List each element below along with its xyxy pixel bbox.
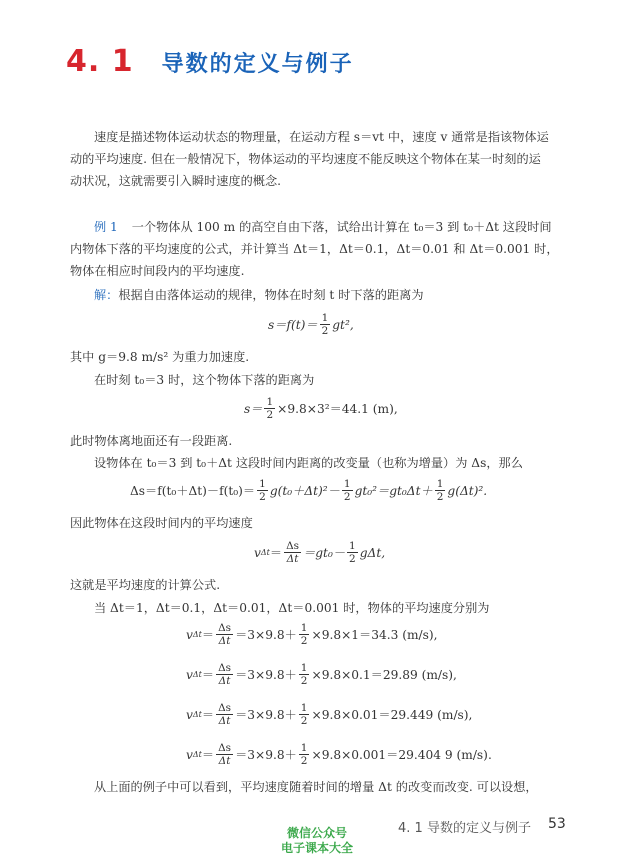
r1-fraction-ds bbox=[216, 622, 233, 647]
eq4-ds: Δs bbox=[286, 540, 300, 552]
r4-post: ×9.8×0.001＝29.404 9 (m/s). bbox=[311, 748, 492, 762]
r4-eq: ＝ bbox=[201, 748, 215, 762]
r4-h-num: 1 bbox=[300, 742, 308, 754]
formula-line: 这就是平均速度的计算公式. bbox=[70, 578, 221, 592]
t0-line: 在时刻 t₀＝3 时，这个物体下落的距离为 bbox=[94, 373, 315, 387]
distance-line: 此时物体离地面还有一段距离. bbox=[70, 434, 233, 448]
watermark bbox=[262, 826, 372, 856]
eq4-h-num: 1 bbox=[349, 540, 356, 552]
r1-eq: ＝ bbox=[201, 628, 215, 642]
r2-dt: Δt bbox=[218, 675, 231, 687]
eq4-equals: ＝ bbox=[269, 546, 283, 560]
eq4-right: gΔt, bbox=[359, 545, 386, 560]
r2-pre: ＝3×9.8＋ bbox=[235, 668, 297, 682]
r2-v: v bbox=[186, 667, 193, 682]
r4-h-den: 2 bbox=[300, 755, 308, 767]
example-label: 例 1 bbox=[94, 220, 118, 234]
eq3-part-b: g(t₀＋Δt)²－ bbox=[269, 484, 340, 498]
r1-post: ×9.8×1＝34.3 (m/s), bbox=[311, 628, 438, 642]
equation-4 bbox=[254, 540, 385, 565]
r2-sub: Δt bbox=[192, 670, 202, 679]
section-title: 导数的定义与例子 bbox=[161, 52, 354, 77]
r2-post: ×9.8×0.1＝29.89 (m/s), bbox=[311, 668, 457, 682]
closing-line: 从上面的例子中可以看到，平均速度随着时间的增量 Δt 的改变而改变. 可以设想， bbox=[94, 780, 538, 794]
eq4-h-den: 2 bbox=[349, 553, 356, 565]
r2-fraction-ds bbox=[216, 662, 233, 687]
example-line-2: 内物体下落的平均速度的公式，并计算当 Δt＝1，Δt＝0.1，Δt＝0.01 和 Δt＝0.001 时， bbox=[70, 242, 559, 256]
r4-pre: ＝3×9.8＋ bbox=[235, 748, 297, 762]
r1-fraction-half bbox=[299, 622, 310, 647]
r3-h-den: 2 bbox=[300, 715, 308, 727]
average-speed-line: 因此物体在这段时间内的平均速度 bbox=[70, 516, 253, 530]
result-equation-2 bbox=[186, 662, 457, 687]
r3-fraction-ds bbox=[216, 702, 233, 727]
eq1-right: gt², bbox=[332, 317, 354, 332]
eq4-fraction-ds bbox=[284, 540, 301, 565]
equation-2 bbox=[244, 396, 398, 421]
eq3-f2-num: 1 bbox=[343, 478, 351, 490]
r1-v: v bbox=[186, 627, 193, 642]
solution-text-1: 根据自由落体运动的规律，物体在时刻 t 时下落的距离为 bbox=[118, 288, 424, 302]
r3-post: ×9.8×0.01＝29.449 (m/s), bbox=[311, 708, 473, 722]
section-number: 4. 1 bbox=[66, 44, 134, 79]
eq2-left: s＝ bbox=[244, 402, 263, 416]
result-equation-4 bbox=[186, 742, 492, 767]
equation-3 bbox=[130, 478, 487, 503]
r3-sub: Δt bbox=[192, 710, 202, 719]
eq4-v: v bbox=[254, 545, 261, 560]
r2-h-den: 2 bbox=[300, 675, 308, 687]
eq3-fraction-3 bbox=[435, 478, 446, 503]
eq1-left: s＝f(t)＝ bbox=[268, 318, 318, 332]
r3-dt: Δt bbox=[218, 715, 231, 727]
eq4-dt: Δt bbox=[286, 553, 299, 565]
r1-h-num: 1 bbox=[300, 622, 308, 634]
eq1-den: 2 bbox=[321, 325, 329, 337]
delta-line: 设物体在 t₀＝3 到 t₀＋Δt 这段时间内距离的改变量（也称为增量）为 Δs，那么 bbox=[94, 456, 523, 470]
r4-fraction-ds bbox=[216, 742, 233, 767]
r4-ds: Δs bbox=[218, 742, 232, 754]
eq3-part-d: g(Δt)². bbox=[447, 483, 488, 498]
eq3-f1-num: 1 bbox=[259, 478, 266, 490]
result-equation-3 bbox=[186, 702, 472, 727]
r3-v: v bbox=[186, 707, 193, 722]
r1-pre: ＝3×9.8＋ bbox=[235, 628, 297, 642]
eq3-f3-num: 1 bbox=[436, 478, 444, 490]
eq1-num: 1 bbox=[321, 312, 329, 324]
r2-h-num: 1 bbox=[300, 662, 308, 674]
watermark-line-2: 电子课本大全 bbox=[280, 841, 353, 855]
r2-fraction-half bbox=[299, 662, 310, 687]
r4-v: v bbox=[186, 747, 193, 762]
r3-eq: ＝ bbox=[201, 708, 215, 722]
r4-dt: Δt bbox=[218, 755, 231, 767]
r3-h-num: 1 bbox=[300, 702, 308, 714]
r2-ds: Δs bbox=[218, 662, 232, 674]
r4-fraction-half bbox=[299, 742, 310, 767]
eq3-f3-den: 2 bbox=[436, 491, 444, 503]
intro-line-1: 速度是描述物体运动状态的物理量，在运动方程 s＝vt 中，速度 v 通常是指该物体运 bbox=[94, 130, 549, 144]
r1-ds: Δs bbox=[218, 622, 232, 634]
eq4-sub: Δt bbox=[260, 548, 270, 557]
r4-sub: Δt bbox=[192, 750, 202, 759]
equation-1 bbox=[268, 312, 354, 337]
g-definition-line: 其中 g＝9.8 m/s² 为重力加速度. bbox=[70, 350, 250, 364]
eq4-mid: ＝gt₀－ bbox=[303, 546, 346, 560]
eq1-fraction bbox=[320, 312, 331, 337]
r3-ds: Δs bbox=[218, 702, 232, 714]
example-line-1 bbox=[94, 216, 552, 238]
eq2-fraction bbox=[264, 396, 275, 421]
r1-sub: Δt bbox=[192, 630, 202, 639]
eq3-f2-den: 2 bbox=[343, 491, 351, 503]
solution-label: 解： bbox=[94, 288, 119, 302]
eq3-part-a: Δs＝f(t₀＋Δt)－f(t₀)＝ bbox=[130, 484, 256, 498]
r3-fraction-half bbox=[299, 702, 310, 727]
eq2-num: 1 bbox=[266, 396, 274, 408]
result-equation-1 bbox=[186, 622, 438, 647]
solution-line-1 bbox=[94, 284, 424, 306]
eq4-fraction-half bbox=[347, 540, 358, 565]
section-heading bbox=[66, 44, 354, 79]
r1-dt: Δt bbox=[218, 635, 231, 647]
example-line-3: 物体在相应时间段内的平均速度. bbox=[70, 264, 245, 278]
eq3-fraction-1 bbox=[257, 478, 268, 503]
watermark-line-1: 微信公众号 bbox=[286, 826, 347, 840]
page-number: 53 bbox=[548, 816, 566, 832]
footer-section-ref: 4. 1 导数的定义与例子 bbox=[398, 821, 531, 836]
example-text-1: 一个物体从 100 m 的高空自由下落，试给出计算在 t₀＝3 到 t₀＋Δt 这段时间 bbox=[131, 220, 552, 234]
eq3-part-c: gt₀²＝gt₀Δt＋ bbox=[354, 484, 433, 498]
eq3-fraction-2 bbox=[342, 478, 353, 503]
values-line: 当 Δt＝1，Δt＝0.1，Δt＝0.01，Δt＝0.001 时，物体的平均速度分别为 bbox=[94, 601, 490, 615]
intro-line-2: 动的平均速度. 但在一般情况下，物体运动的平均速度不能反映这个物体在某一时刻的运 bbox=[70, 152, 541, 166]
intro-line-3: 动状况，这就需要引入瞬时速度的概念. bbox=[70, 174, 282, 188]
r3-pre: ＝3×9.8＋ bbox=[235, 708, 297, 722]
r1-h-den: 2 bbox=[300, 635, 308, 647]
eq2-right: ×9.8×3²＝44.1 (m), bbox=[277, 402, 398, 416]
eq3-f1-den: 2 bbox=[259, 491, 266, 503]
r2-eq: ＝ bbox=[201, 668, 215, 682]
eq2-den: 2 bbox=[266, 409, 274, 421]
